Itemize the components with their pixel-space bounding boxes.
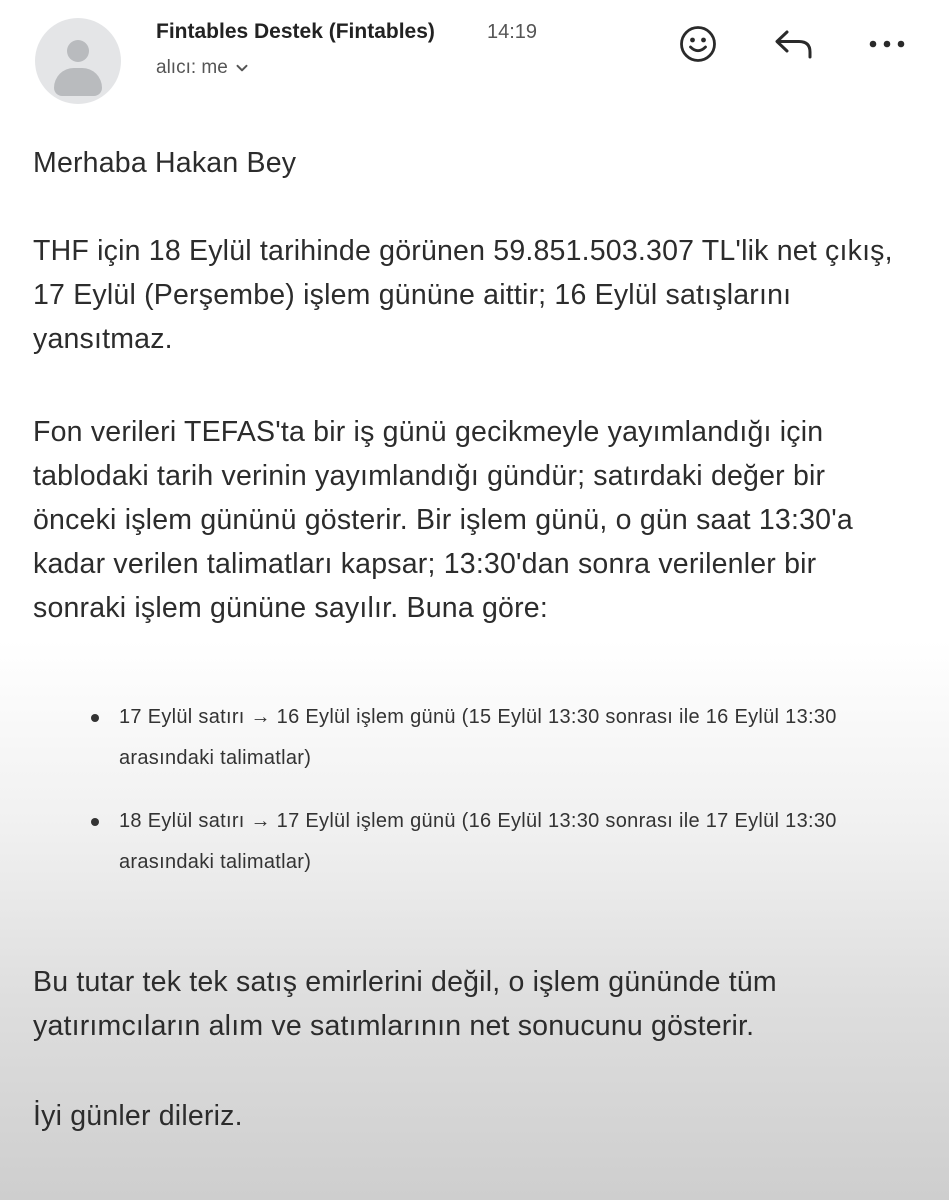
- list-item: [88, 801, 908, 883]
- bullet-dot: [91, 818, 99, 826]
- add-reaction-button[interactable]: [676, 22, 720, 66]
- body-paragraph: THF için 18 Eylül tarihinde görünen 59.851.503.307 TL'lik net çıkış, 17 Eylül (Perşembe) işlem gününe aittir; 16 Eylül satışlarını yansıtmaz.: [33, 235, 893, 355]
- recipient-label: alıcı: me: [156, 57, 228, 78]
- list-item: [88, 697, 908, 779]
- more-dots-icon: [867, 38, 907, 50]
- smiley-icon: [678, 24, 718, 64]
- body-paragraph: Bu tutar tek tek satış emirlerini değil, o işlem gününde tüm yatırımcıların alım ve satımlarının net sonucunu gösterir.: [33, 966, 777, 1042]
- recipient-details-toggle[interactable]: [156, 57, 248, 79]
- list-item-text: 17 Eylül satırı → 16 Eylül işlem günü (15 Eylül 13:30 sonrası ile 16 Eylül 13:30 arasındaki talimatlar): [119, 706, 837, 769]
- list-item-text: 18 Eylül satırı → 17 Eylül işlem günü (16 Eylül 13:30 sonrası ile 17 Eylül 13:30 arasındaki talimatlar): [119, 810, 837, 873]
- avatar-head: [67, 40, 89, 62]
- bullet-list: [88, 697, 908, 905]
- signoff-text: İyi günler dileriz.: [33, 1100, 243, 1132]
- greeting-text: Merhaba Hakan Bey: [33, 147, 297, 179]
- avatar-shoulders: [54, 68, 102, 96]
- body-paragraph: Fon verileri TEFAS'ta bir iş günü gecikmeyle yayımlandığı için tablodaki tarih verinin yayımlandığı gündür; satırdaki değer bir önceki işlem gününü gösterir. Bir işlem günü, o gün saat 13:30'a kadar verilen talimatları kapsar; 13:30'dan sonra verilenler bir sonraki işlem gününe sayılır. Buna göre:: [33, 416, 853, 624]
- reply-button[interactable]: [772, 22, 816, 66]
- more-options-button[interactable]: [865, 22, 909, 66]
- reply-arrow-icon: [773, 26, 815, 62]
- message-header: [0, 0, 949, 110]
- chevron-down-icon: [236, 62, 248, 74]
- sender-name[interactable]: Fintables Destek (Fintables): [156, 20, 435, 43]
- message-time: 14:19: [487, 21, 538, 43]
- bullet-dot: [91, 714, 99, 722]
- person-avatar-icon[interactable]: [35, 18, 121, 104]
